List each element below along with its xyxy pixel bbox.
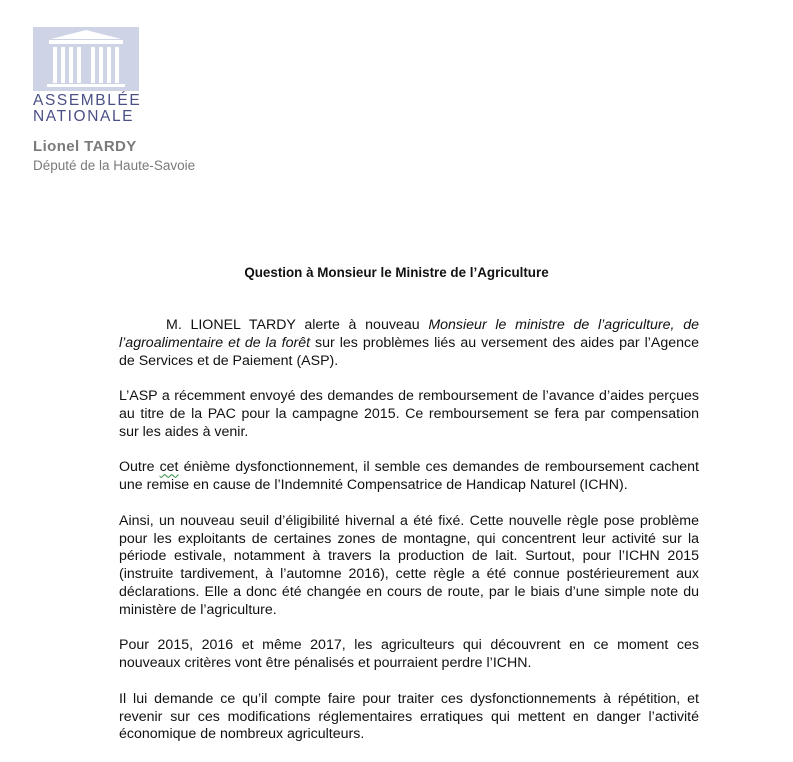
paragraph-6: Il lui demande ce qu’il compte faire pour traiter ces dysfonctionnements à répétition, et revenir sur ces modifications réglementaires erratiques qui mettent en danger l’activité économique de nombreux agriculteurs. — [119, 690, 699, 743]
logo-text-line2: NATIONALE — [33, 108, 135, 125]
paragraph-1 — [119, 317, 699, 370]
question-body — [119, 317, 699, 762]
logo-text-line1: ASSEMBLÉE — [33, 92, 142, 109]
minister-title: Monsieur le ministre de l’agriculture, de l’agroalimentaire et de la forêt — [119, 317, 699, 351]
deputy-name: Lionel TARDY — [33, 138, 137, 155]
spellcheck-flagged-word: cet — [159, 459, 179, 476]
assemblee-nationale-logo — [33, 27, 145, 125]
paragraph-1-rest: sur les problèmes liés au versement des aides par l’Agence de Services et de Paiement (ASP). — [119, 334, 700, 369]
paragraph-1-intro: M. LIONEL TARDY alerte à nouveau — [166, 317, 429, 333]
document-title: Question à Monsieur le Ministre de l’Agriculture — [244, 265, 549, 280]
paragraph-3-after: énième dysfonctionnement, il semble ces demandes de remboursement cachent une remise en cause de l’Indemnité Compensatrice de Handicap Naturel (ICHN). — [119, 459, 699, 494]
paragraph-2: L’ASP a récemment envoyé des demandes de remboursement de l’avance d’aides perçues au titre de la PAC pour la campagne 2015. Ce remboursement se fera par compensation sur les aides à venir. — [119, 388, 699, 440]
assemblee-nationale-hemicycle-logo-icon — [33, 27, 139, 91]
paragraph-3 — [119, 459, 699, 495]
paragraph-4: Ainsi, un nouveau seuil d’éligibilité hivernal a été fixé. Cette nouvelle règle pose problème pour les exploitants de certaines zones de montagne, qui concentrent leur activité sur la période estivale, notamment à travers la production de lait. Surtout, pour l’ICHN 2015 (instruite tardivement, à l’automne 2016), cette règle a été connue postérieurement aux déclarations. Elle a donc été changée en cours de route, par le biais d’une simple note du ministère de l’agriculture. — [119, 512, 699, 618]
paragraph-3-before: Outre — [119, 459, 160, 476]
deputy-role: Député de la Haute-Savoie — [33, 158, 196, 173]
paragraph-5: Pour 2015, 2016 et même 2017, les agriculteurs qui découvrent en ce moment ces nouveaux critères vont être pénalisés et pourraient perdre l’ICHN. — [119, 637, 699, 672]
